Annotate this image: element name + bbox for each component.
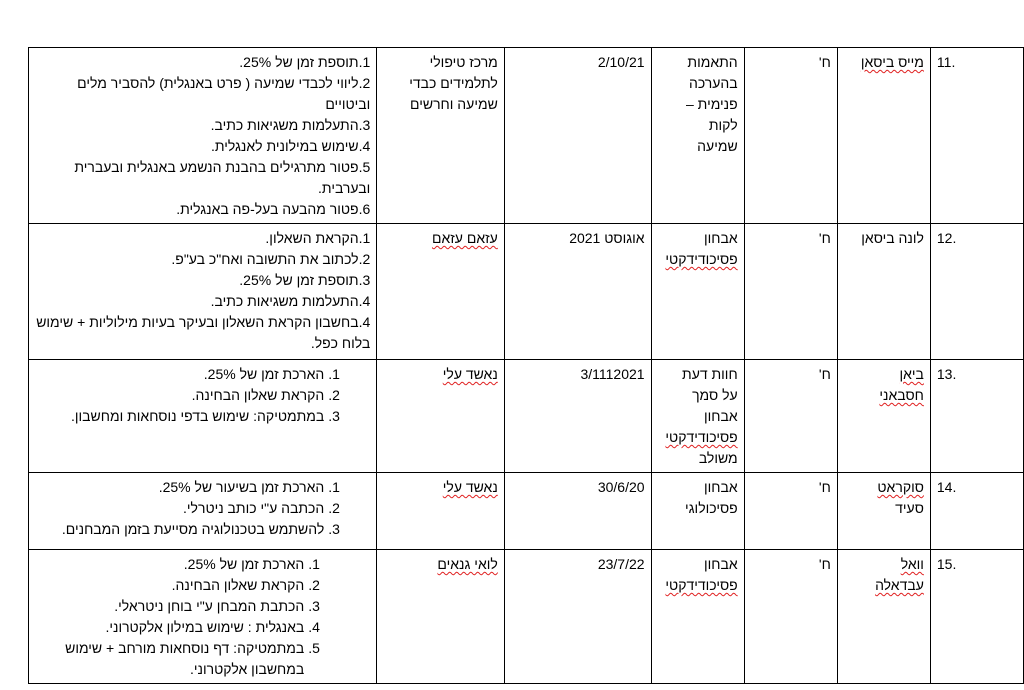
diagnosis-type: חוות דעת על סמך אבחון פסיכודידקטי משולב — [651, 360, 744, 473]
accommodation-item: 3. במתמטיקה: שימוש בדפי נוסחאות ומחשבון. — [71, 408, 340, 424]
accommodation-item: 4. באנגלית : שימוש במילון אלקטרוני. — [105, 619, 320, 635]
accommodation-item: 2. הכתבה ע"י כותב ניטרלי. — [183, 500, 340, 516]
table-row — [29, 550, 1024, 684]
diagnosis-date: 30/6/20 — [504, 473, 651, 550]
row-number: .12 — [930, 224, 1023, 360]
accommodation-item: 1. הארכת זמן בשיעור של 25%. — [158, 479, 340, 495]
accommodations-list — [29, 48, 377, 224]
accommodation-item: 1.הקראת השאלון. — [265, 230, 371, 246]
diagnosis-date: 23/7/22 — [504, 550, 651, 684]
accommodations-list — [29, 224, 377, 360]
accommodation-item: 3. להשתמש בטכנולוגיה מסייעת בזמן המבחנים. — [61, 521, 340, 537]
diagnosing-body: מרכז טיפולי לתלמידים כבדי שמיעה וחרשים — [377, 48, 505, 224]
accommodation-item: 3. הכתבת המבחן ע"י בוחן ניטראלי. — [114, 598, 320, 614]
accommodation-item: 2. הקראת שאלון הבחינה. — [171, 577, 320, 593]
accommodation-item: 6.פטור מהבעה בעל-פה באנגלית. — [176, 201, 371, 217]
accommodation-item: 3.התעלמות משגיאות כתיב. — [210, 117, 371, 133]
accommodation-item: 5.פטור מתרגילים בהבנת הנשמע באנגלית ובעברית ובערבית. — [74, 159, 371, 196]
student-name: מייס ביסאן — [837, 48, 930, 224]
student-class: ח' — [744, 473, 837, 550]
diagnosis-type: אבחון פסיכודידקטי — [651, 550, 744, 684]
accommodation-item: 4.בחשבון הקראת השאלון ובעיקר בעיות מילוליות + שימוש בלוח כפל. — [36, 314, 371, 351]
student-class: ח' — [744, 224, 837, 360]
accommodation-item: 1.תוספת זמן של 25%. — [239, 54, 371, 70]
diagnosis-type: אבחון פסיכודידקטי — [651, 224, 744, 360]
accommodation-item: 5. במתמטיקה: דף נוסחאות מורחב + שימוש במחשבון אלקטרוני. — [65, 640, 320, 677]
row-number: .13 — [930, 360, 1023, 473]
accommodations-table — [28, 47, 1024, 684]
student-class: ח' — [744, 48, 837, 224]
student-class: ח' — [744, 550, 837, 684]
accommodations-list — [29, 360, 377, 473]
accommodations-list — [29, 550, 377, 684]
accommodation-item: 1. הארכת זמן של 25%. — [203, 366, 340, 382]
table-row — [29, 48, 1024, 224]
table-row — [29, 224, 1024, 360]
diagnosis-date: 3/1112021 — [504, 360, 651, 473]
accommodation-item: 1. הארכת זמן של 25%. — [183, 556, 320, 572]
table-row — [29, 473, 1024, 550]
accommodation-item: 4.שימוש במילונית לאנגלית. — [210, 138, 371, 154]
table-row — [29, 360, 1024, 473]
diagnosis-type: אבחון פסיכולוגי — [651, 473, 744, 550]
diagnosing-body: נאשד עלי — [377, 360, 505, 473]
student-class: ח' — [744, 360, 837, 473]
diagnosing-body: עזאם עזאם — [377, 224, 505, 360]
row-number: .11 — [930, 48, 1023, 224]
student-name: וואל עבדאלה — [837, 550, 930, 684]
accommodation-item: 2.ליווי לכבדי שמיעה ( פרט באנגלית) להסביר מלים וביטויים — [77, 75, 371, 112]
accommodation-item: 4.התעלמות משגיאות כתיב. — [210, 293, 371, 309]
diagnosing-body: לואי גנאים — [377, 550, 505, 684]
accommodation-item: 2. הקראת שאלון הבחינה. — [191, 387, 340, 403]
diagnosis-date: אוגוסט 2021 — [504, 224, 651, 360]
diagnosis-type: התאמות בהערכה פנימית – לקות שמיעה — [651, 48, 744, 224]
diagnosis-date: 2/10/21 — [504, 48, 651, 224]
diagnosing-body: נאשד עלי — [377, 473, 505, 550]
row-number: .15 — [930, 550, 1023, 684]
student-name: לונה ביסאן — [837, 224, 930, 360]
accommodation-item: 3.תוספת זמן של 25%. — [239, 272, 371, 288]
accommodation-item: 2.לכתוב את התשובה ואח"כ בע"פ. — [171, 251, 371, 267]
accommodations-list — [29, 473, 377, 550]
student-name: ביאן חסבאני — [837, 360, 930, 473]
student-name: סוקראט סעיד — [837, 473, 930, 550]
row-number: .14 — [930, 473, 1023, 550]
